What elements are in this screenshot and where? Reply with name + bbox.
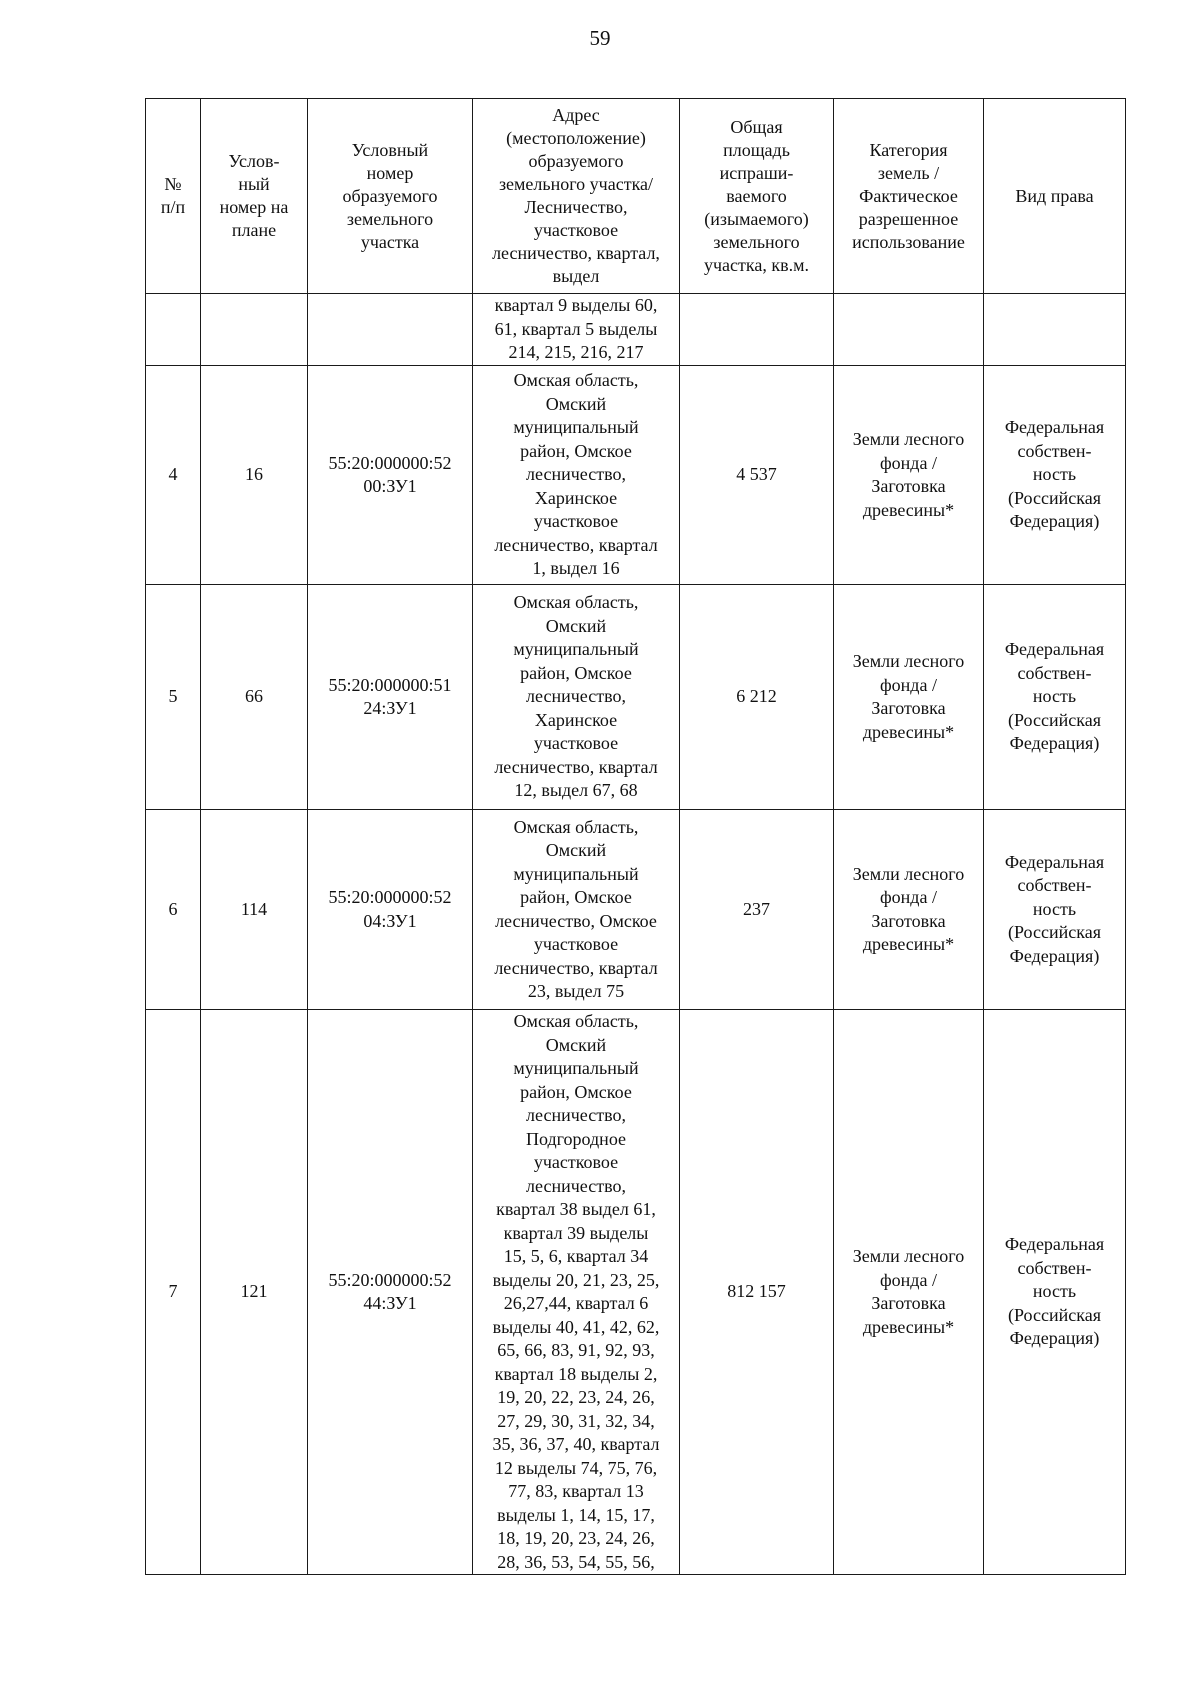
cell-empty: [680, 294, 834, 366]
cell-plan-number: 114: [201, 810, 308, 1010]
cell-number: 4: [146, 366, 201, 585]
cell-area: 6 212: [680, 585, 834, 810]
cell-number: 6: [146, 810, 201, 1010]
table-row: [146, 1010, 1126, 1575]
header-plan-number: Услов- ный номер на плане: [201, 99, 308, 294]
cell-empty: [201, 294, 308, 366]
cell-address: Омская область, Омский муниципальный район, Омское лесничество, Омское участковое лесничество, квартал 23, выдел 75: [473, 810, 680, 1010]
header-number: № п/п: [146, 99, 201, 294]
cell-number: 7: [146, 1010, 201, 1575]
cell-conditional-number: 55:20:000000:52 04:ЗУ1: [308, 810, 473, 1010]
cell-empty: [834, 294, 984, 366]
cell-conditional-number: 55:20:000000:52 44:ЗУ1: [308, 1010, 473, 1575]
cell-area: 812 157: [680, 1010, 834, 1575]
cell-land-category: Земли лесного фонда / Заготовка древесины*: [834, 810, 984, 1010]
table-header-row: [146, 99, 1126, 294]
cell-land-category: Земли лесного фонда / Заготовка древесины*: [834, 1010, 984, 1575]
table-row: [146, 366, 1126, 585]
header-land-category: Категория земель / Фактическое разрешенное использование: [834, 99, 984, 294]
cell-number: 5: [146, 585, 201, 810]
cell-land-category: Земли лесного фонда / Заготовка древесины*: [834, 585, 984, 810]
cell-conditional-number: 55:20:000000:52 00:ЗУ1: [308, 366, 473, 585]
cell-empty: [308, 294, 473, 366]
cell-plan-number: 121: [201, 1010, 308, 1575]
cell-plan-number: 16: [201, 366, 308, 585]
cell-right-type: Федеральная собствен- ность (Российская Федерация): [984, 585, 1126, 810]
cell-address: Омская область, Омский муниципальный район, Омское лесничество, Харинское участковое лесничество, квартал 1, выдел 16: [473, 366, 680, 585]
cell-address: Омская область, Омский муниципальный район, Омское лесничество, Харинское участковое лесничество, квартал 12, выдел 67, 68: [473, 585, 680, 810]
page-number: 59: [589, 26, 611, 50]
table-row: [146, 585, 1126, 810]
header-area: Общая площадь испраши- ваемого (изымаемого) земельного участка, кв.м.: [680, 99, 834, 294]
cell-right-type: Федеральная собствен- ность (Российская Федерация): [984, 366, 1126, 585]
cell-address: квартал 9 выделы 60, 61, квартал 5 выделы 214, 215, 216, 217: [473, 294, 680, 366]
cell-right-type: Федеральная собствен- ность (Российская Федерация): [984, 810, 1126, 1010]
table-row: [146, 810, 1126, 1010]
header-conditional-number: Условный номер образуемого земельного участка: [308, 99, 473, 294]
header-right-type: Вид права: [984, 99, 1126, 294]
cell-area: 4 537: [680, 366, 834, 585]
header-address: Адрес (местоположение) образуемого земельного участка/ Лесничество, участковое лесничество, квартал, выдел: [473, 99, 680, 294]
cell-area: 237: [680, 810, 834, 1010]
cell-conditional-number: 55:20:000000:51 24:ЗУ1: [308, 585, 473, 810]
cell-right-type: Федеральная собствен- ность (Российская Федерация): [984, 1010, 1126, 1575]
cell-empty: [984, 294, 1126, 366]
cell-address: Омская область, Омский муниципальный район, Омское лесничество, Подгородное участковое лесничество, квартал 38 выдел 61, квартал 39 выделы 15, 5, 6, квартал 34 выделы 20, 21, 23, 25, 26,27,44, квартал 6 выделы 40, 41, 42, 62, 65, 66, 83, 91, 92, 93, квартал 18 выделы 2, 19, 20, 22, 23, 24, 26, 27, 29, 30, 31, 32, 34, 35, 36, 37, 40, квартал 12 выделы 74, 75, 76, 77, 83, квартал 13 выделы 1, 14, 15, 17, 18, 19, 20, 23, 24, 26, 28, 36, 53, 54, 55, 56,: [473, 1010, 680, 1575]
table-row-continuation: [146, 294, 1126, 366]
cell-empty: [146, 294, 201, 366]
cell-land-category: Земли лесного фонда / Заготовка древесины*: [834, 366, 984, 585]
cell-plan-number: 66: [201, 585, 308, 810]
land-plots-table: [145, 98, 1126, 1575]
